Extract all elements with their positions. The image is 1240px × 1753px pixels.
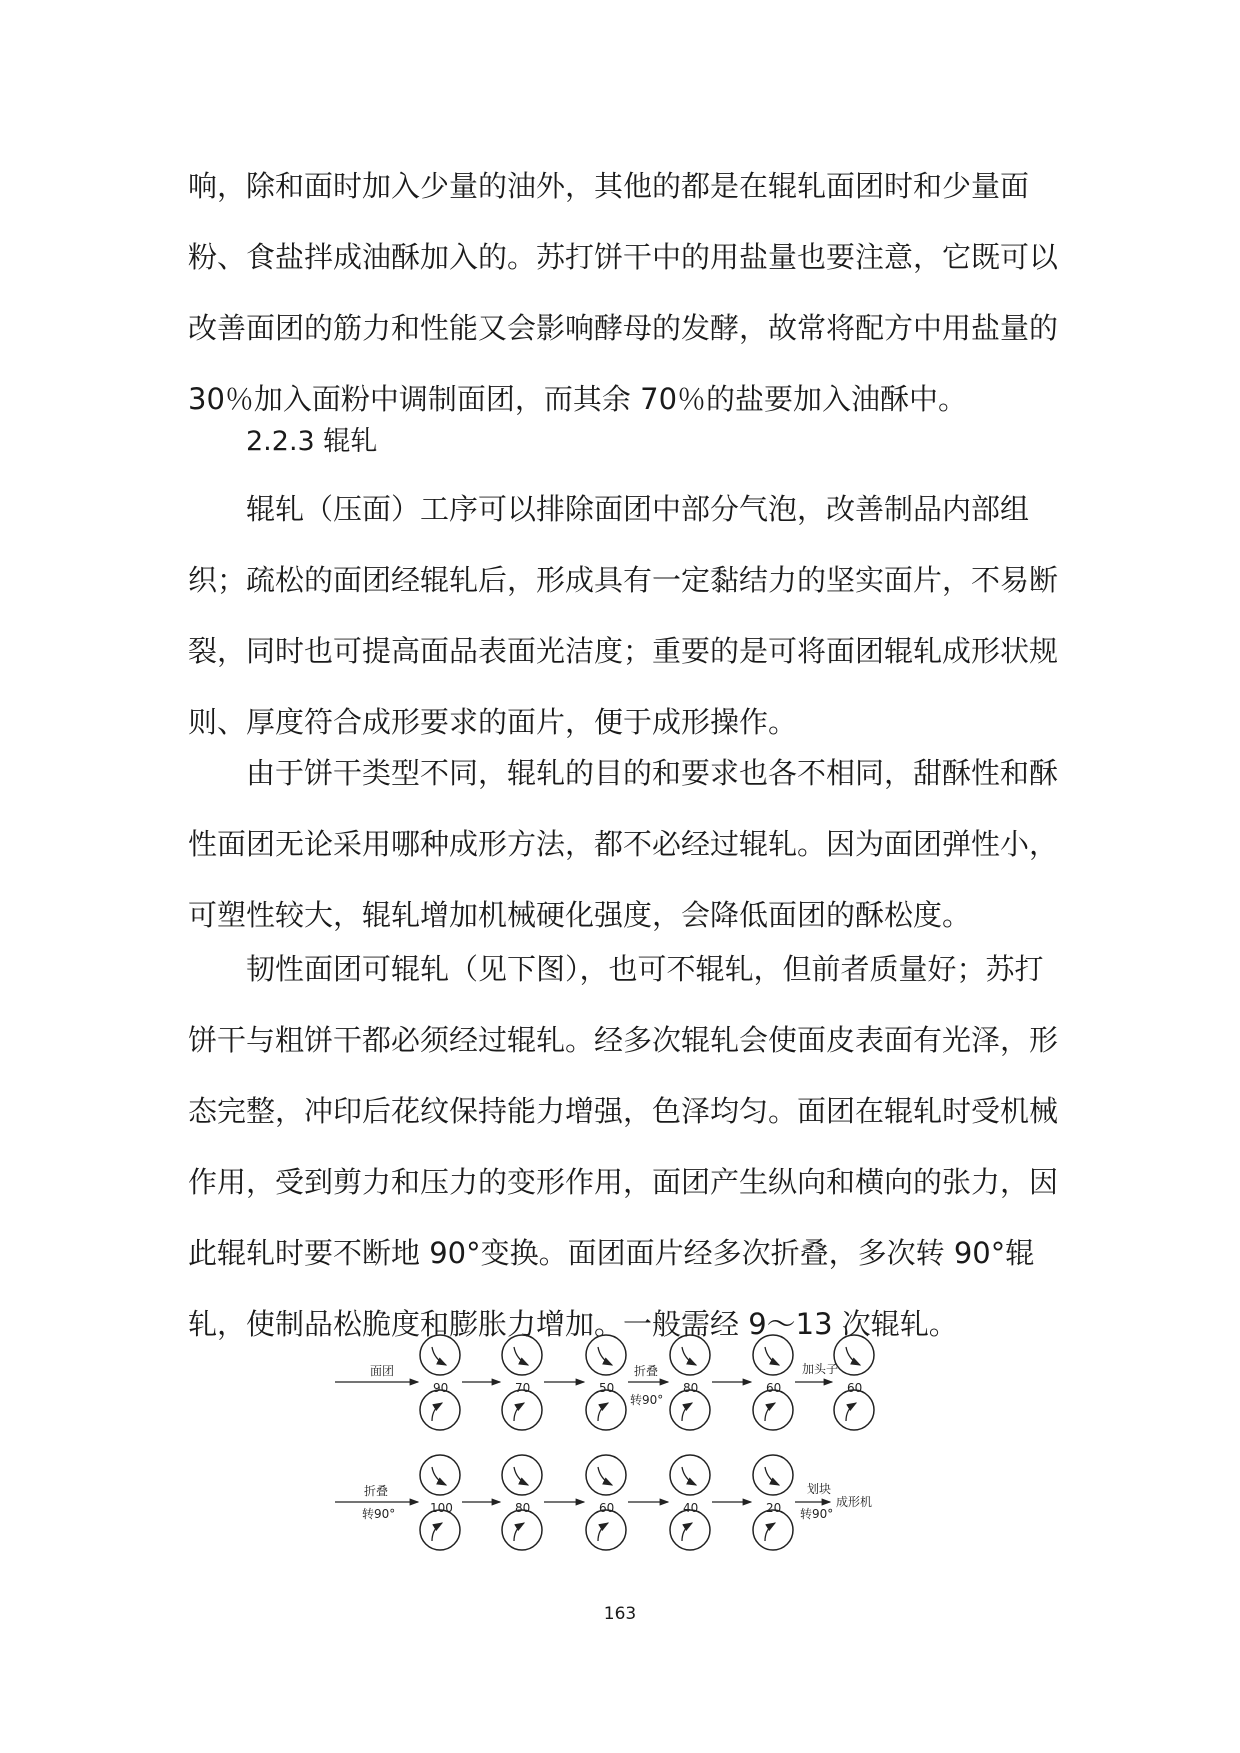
- roller-2c-bottom: [586, 1510, 626, 1550]
- gap-label: 60: [599, 1501, 615, 1515]
- gap-label: 70: [515, 1381, 531, 1395]
- dough-input-label: 面团: [370, 1364, 395, 1378]
- paragraph-continued: 响，除和面时加入少量的油外，其他的都是在辊轧面团时和少量面粉、食盐拌成油酥加入的。苏打饼干中的用盐量也要注意，它既可以改善面团的筋力和性能又会影响酵母的发酵，故常将配方中用盐量的 30％加入面粉中调制面团，而其余 70％的盐要加入油酥中。: [188, 169, 1059, 416]
- roller-1b-top: [502, 1335, 542, 1375]
- roller-2b-top: [502, 1455, 542, 1495]
- rotate-label: 转90°: [362, 1507, 396, 1521]
- gap-label: 50: [599, 1381, 615, 1395]
- rolling-process-diagram: [330, 1325, 930, 1585]
- fold-label: 折叠: [634, 1364, 659, 1378]
- roller-2d-bottom: [670, 1510, 710, 1550]
- roller-2a-top: [420, 1455, 460, 1495]
- cut-label: 划块: [807, 1482, 832, 1496]
- roller-1c-bottom: [586, 1390, 626, 1430]
- forming-machine-label: 成形机: [836, 1495, 873, 1509]
- paragraph-dough-types: 由于饼干类型不同，辊轧的目的和要求也各不相同，甜酥性和酥性面团无论采用哪种成形方法，都不必经过辊轧。因为面团弹性小，可塑性较大，辊轧增加机械硬化强度，会降低面团的酥松度。: [188, 756, 1059, 932]
- gap-label: 80: [515, 1501, 531, 1515]
- gap-label: 20: [766, 1501, 782, 1515]
- roller-1f-top: [834, 1335, 874, 1375]
- gap-label: 60: [766, 1381, 782, 1395]
- roller-1f-bottom: [834, 1390, 874, 1430]
- rotate-label: 转90°: [630, 1393, 664, 1407]
- roller-1b-bottom: [502, 1390, 542, 1430]
- roller-2e-bottom: [753, 1510, 793, 1550]
- gap-label: 100: [430, 1501, 453, 1515]
- roller-2a-bottom: [420, 1510, 460, 1550]
- page-number: 163: [603, 1604, 637, 1624]
- roller-1a-top: [420, 1335, 460, 1375]
- gap-label: 80: [683, 1381, 699, 1395]
- roller-2c-top: [586, 1455, 626, 1495]
- gap-label: 60: [847, 1381, 863, 1395]
- roller-1d-top: [670, 1335, 710, 1375]
- add-scrap-label: 加头子: [802, 1362, 839, 1376]
- fold-label: 折叠: [364, 1484, 389, 1498]
- roller-1e-top: [753, 1335, 793, 1375]
- section-heading: 2.2.3 辊轧: [246, 426, 378, 457]
- paragraph-rolling-purpose: 辊轧（压面）工序可以排除面团中部分气泡，改善制品内部组织；疏松的面团经辊轧后，形成具有一定黏结力的坚实面片，不易断裂，同时也可提高面品表面光洁度；重要的是可将面团辊轧成形状规则、厚度符合成形要求的面片，便于成形操作。: [188, 492, 1059, 739]
- gap-label: 90: [433, 1381, 449, 1395]
- roller-2b-bottom: [502, 1510, 542, 1550]
- roller-1d-bottom: [670, 1390, 710, 1430]
- gap-label: 40: [683, 1501, 699, 1515]
- row1-rotation-marks: [432, 1347, 863, 1421]
- cut-rotate-label: 转90°: [800, 1507, 834, 1521]
- roller-1a-bottom: [420, 1390, 460, 1430]
- paragraph-tough-dough: 韧性面团可辊轧（见下图），也可不辊轧，但前者质量好；苏打饼干与粗饼干都必须经过辊轧。经多次辊轧会使面皮表面有光泽，形态完整，冲印后花纹保持能力增强，色泽均匀。面团在辊轧时受机械作用，受到剪力和压力的变形作用，面团产生纵向和横向的张力，因此辊轧时要不断地 90°变换。面团面片经多次折叠，多次转 90°辊轧，使制品松脆度和膨胀力增加。一般需经 9～13 次辊轧。: [188, 952, 1059, 1341]
- roller-2e-top: [753, 1455, 793, 1495]
- roller-1c-top: [586, 1335, 626, 1375]
- roller-2d-top: [670, 1455, 710, 1495]
- roller-1e-bottom: [753, 1390, 793, 1430]
